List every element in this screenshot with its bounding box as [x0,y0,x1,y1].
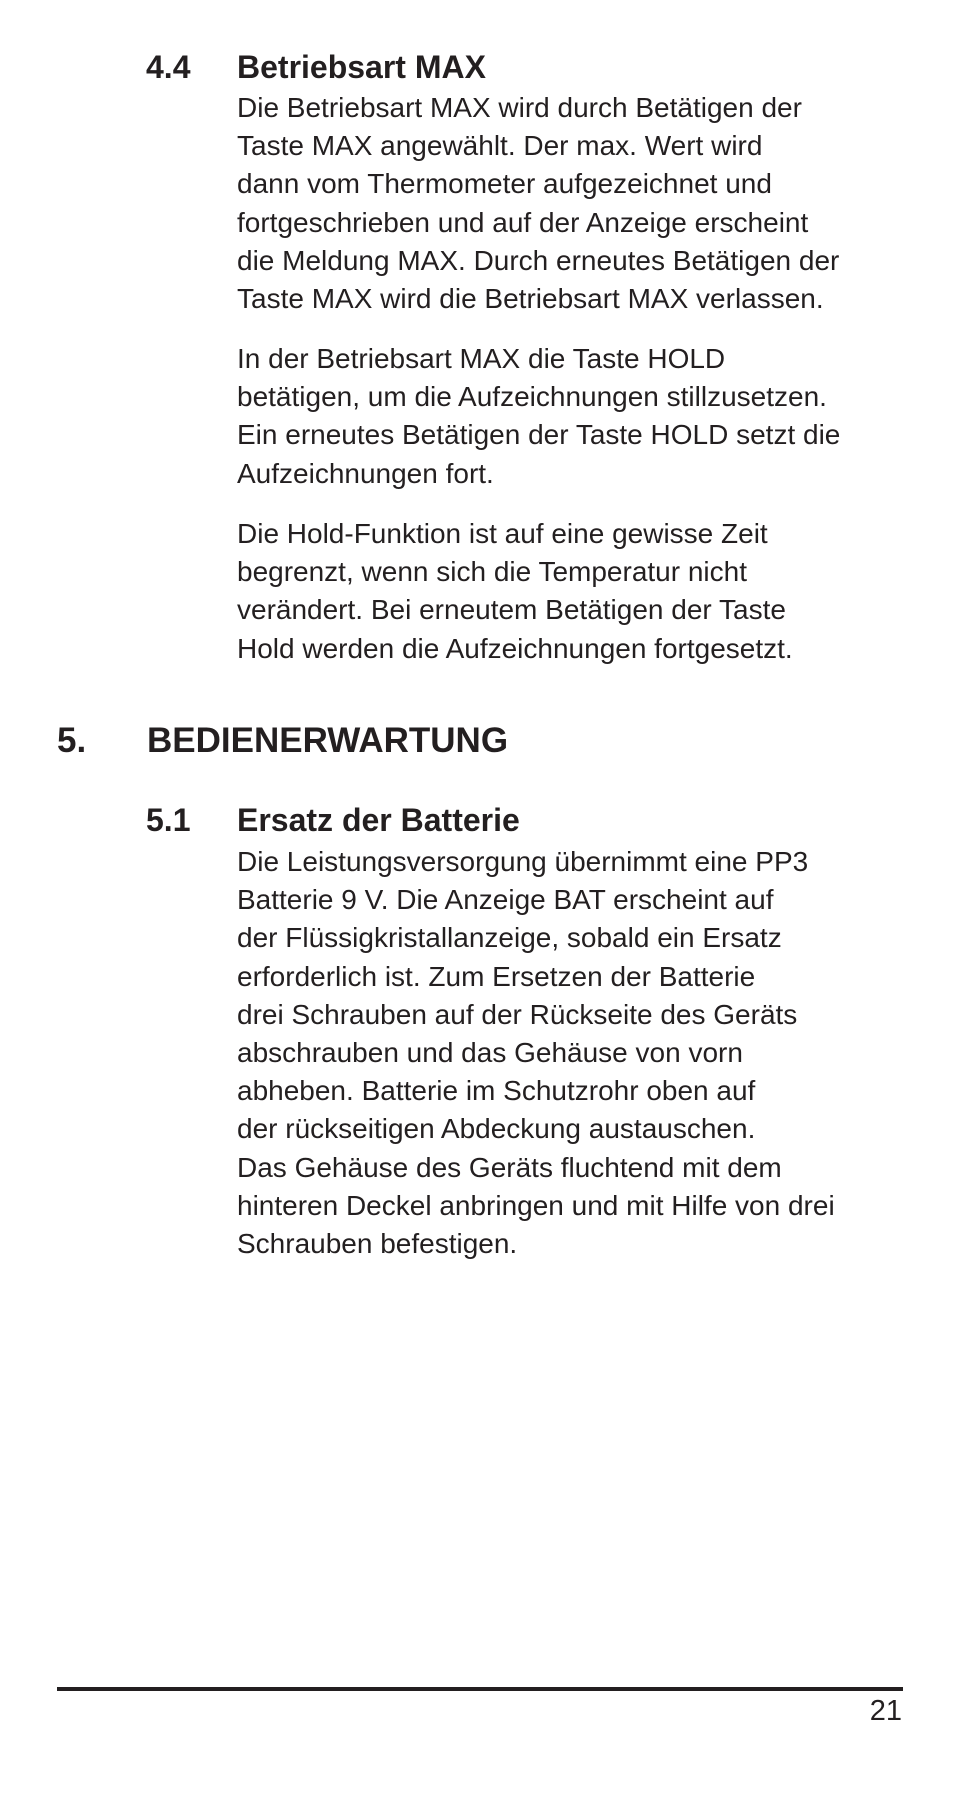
text-line: drei Schrauben auf der Rückseite des Geräts [237,998,798,1030]
section-5-1-paragraph-1 [237,843,927,1263]
footer-rule [57,1687,903,1691]
text-line: die Meldung MAX. Durch erneutes Betätigen der [237,244,840,276]
text-line: abheben. Batterie im Schutzrohr oben auf [237,1075,756,1107]
text-line: fortgeschrieben und auf der Anzeige erscheint [237,206,809,238]
section-5-1-heading [146,802,646,838]
page-number: 21 [869,1695,902,1727]
section-5-1-title: Ersatz der Batterie [237,802,520,838]
text-line: Die Leistungsversorgung übernimmt eine PP3 [237,846,809,877]
text-line: Ein erneutes Betätigen der Taste HOLD setzt die [237,419,841,451]
section-5-number: 5. [57,721,87,760]
text-line: Das Gehäuse des Geräts fluchtend mit dem [237,1151,782,1183]
text-line: begrenzt, wenn sich die Temperatur nicht [237,556,747,588]
text-line: Batterie 9 V. Die Anzeige BAT erscheint auf [237,884,774,916]
text-line: hinteren Deckel anbringen und mit Hilfe von drei [237,1189,835,1221]
text-line: der Flüssigkristallanzeige, sobald ein Ersatz [237,922,782,954]
text-line: Schrauben befestigen. [237,1228,518,1260]
text-line: Taste MAX angewählt. Der max. Wert wird [237,130,763,162]
text-line: Hold werden die Aufzeichnungen fortgesetzt. [237,632,793,664]
text-line: der rückseitigen Abdeckung austauschen. [237,1113,756,1145]
section-4-4-paragraph-2 [237,340,927,493]
section-5-title: BEDIENERWARTUNG [147,721,509,760]
section-4-4-paragraph-3 [237,515,927,668]
section-4-4-number: 4.4 [146,49,191,85]
text-line: erforderlich ist. Zum Ersetzen der Batterie [237,960,756,992]
section-4-4-paragraph-1 [237,89,927,318]
section-4-4-heading [146,49,646,85]
section-5-heading [57,721,657,761]
text-line: Die Hold-Funktion ist auf eine gewisse Zeit [237,518,768,549]
text-line: abschrauben und das Gehäuse von vorn [237,1037,743,1069]
text-line: betätigen, um die Aufzeichnungen stillzusetzen. [237,381,827,413]
section-4-4-title: Betriebsart MAX [237,49,486,85]
text-line: Aufzeichnungen fort. [237,457,494,489]
text-line: dann vom Thermometer aufgezeichnet und [237,168,772,200]
text-line: Taste MAX wird die Betriebsart MAX verlassen. [237,283,824,315]
text-line: verändert. Bei erneutem Betätigen der Taste [237,594,786,626]
section-5-1-number: 5.1 [146,802,191,838]
text-line: Die Betriebsart MAX wird durch Betätigen der [237,92,802,123]
text-line: In der Betriebsart MAX die Taste HOLD [237,343,726,374]
